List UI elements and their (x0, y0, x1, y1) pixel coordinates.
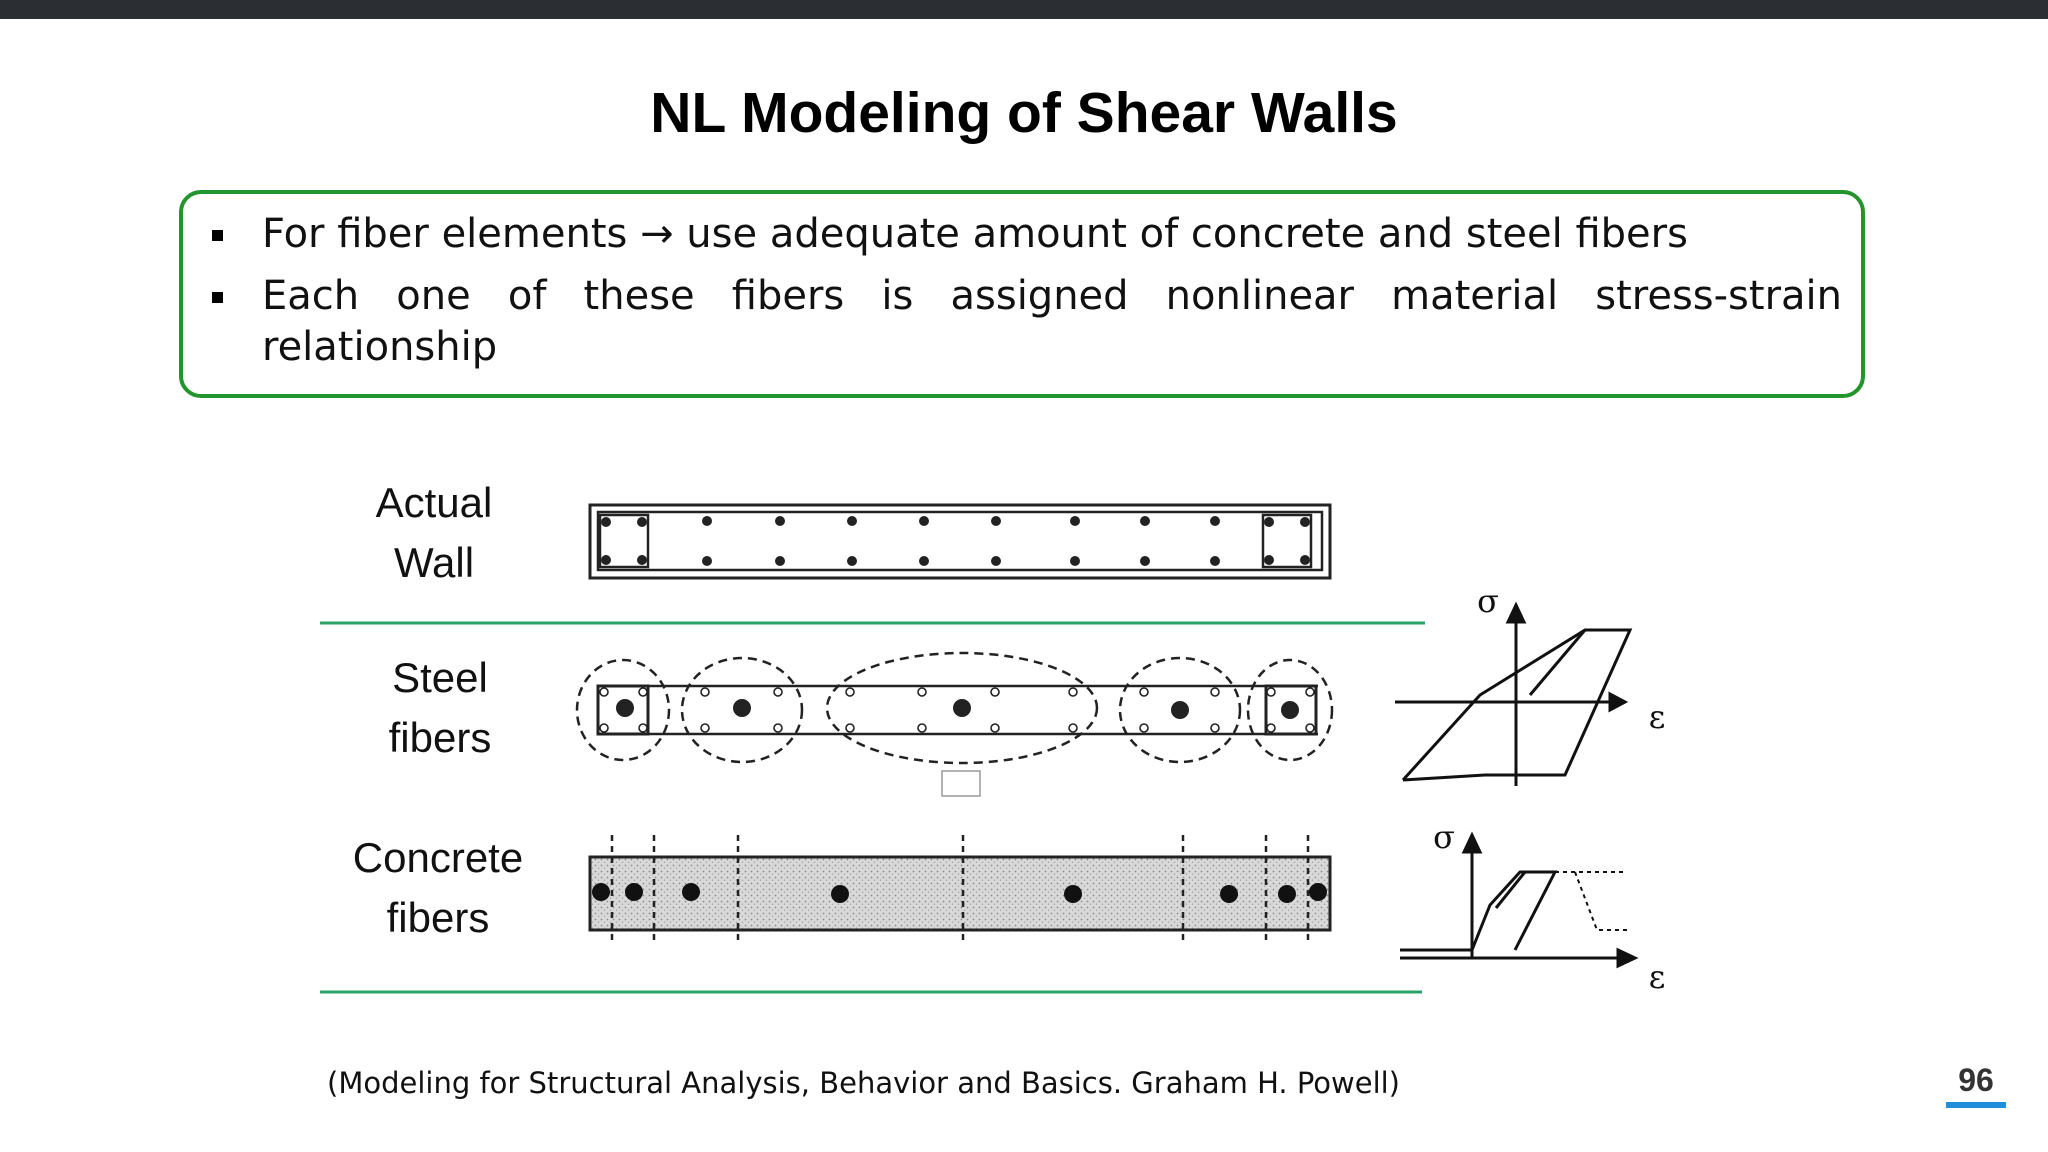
slide-title: NL Modeling of Shear Walls (650, 81, 1398, 145)
steel-fibers-section (577, 653, 1332, 763)
epsilon-axis-label-concrete: ε (1648, 958, 1666, 996)
bullet-text-1: For fiber elements → use adequate amount of concrete and steel fibers (262, 211, 1688, 257)
bullet-square-icon (212, 230, 223, 241)
bullet-text-2: Each one of these fibers is assigned nonlinear material stress-strain relationship (262, 273, 1842, 370)
actual-wall-section (590, 505, 1330, 578)
fiber-model-diagram (300, 440, 1700, 1020)
label-wall: Wall (393, 539, 475, 586)
concrete-fibers-section (590, 835, 1330, 945)
steel-stress-strain-plot (1395, 605, 1630, 786)
label-concrete-fibers: fibers (386, 894, 490, 941)
top-bar (0, 0, 2048, 19)
label-steel-fibers: fibers (388, 714, 492, 761)
epsilon-axis-label-steel: ε (1648, 698, 1666, 736)
label-steel: Steel (392, 654, 488, 701)
bullet-item-1 (262, 209, 1842, 260)
page-number-underline (1946, 1102, 2006, 1108)
bullet-square-icon (212, 292, 223, 303)
label-concrete: Concrete (352, 834, 524, 881)
bullet-item-2 (262, 271, 1842, 373)
page-number: 96 (1958, 1062, 1994, 1098)
label-actual: Actual (375, 479, 493, 526)
small-box-marker (942, 771, 980, 796)
sigma-axis-label-concrete: σ (1433, 818, 1455, 856)
sigma-axis-label-steel: σ (1477, 582, 1499, 620)
figure-caption: (Modeling for Structural Analysis, Behavior and Basics. Graham H. Powell) (327, 1066, 1400, 1100)
